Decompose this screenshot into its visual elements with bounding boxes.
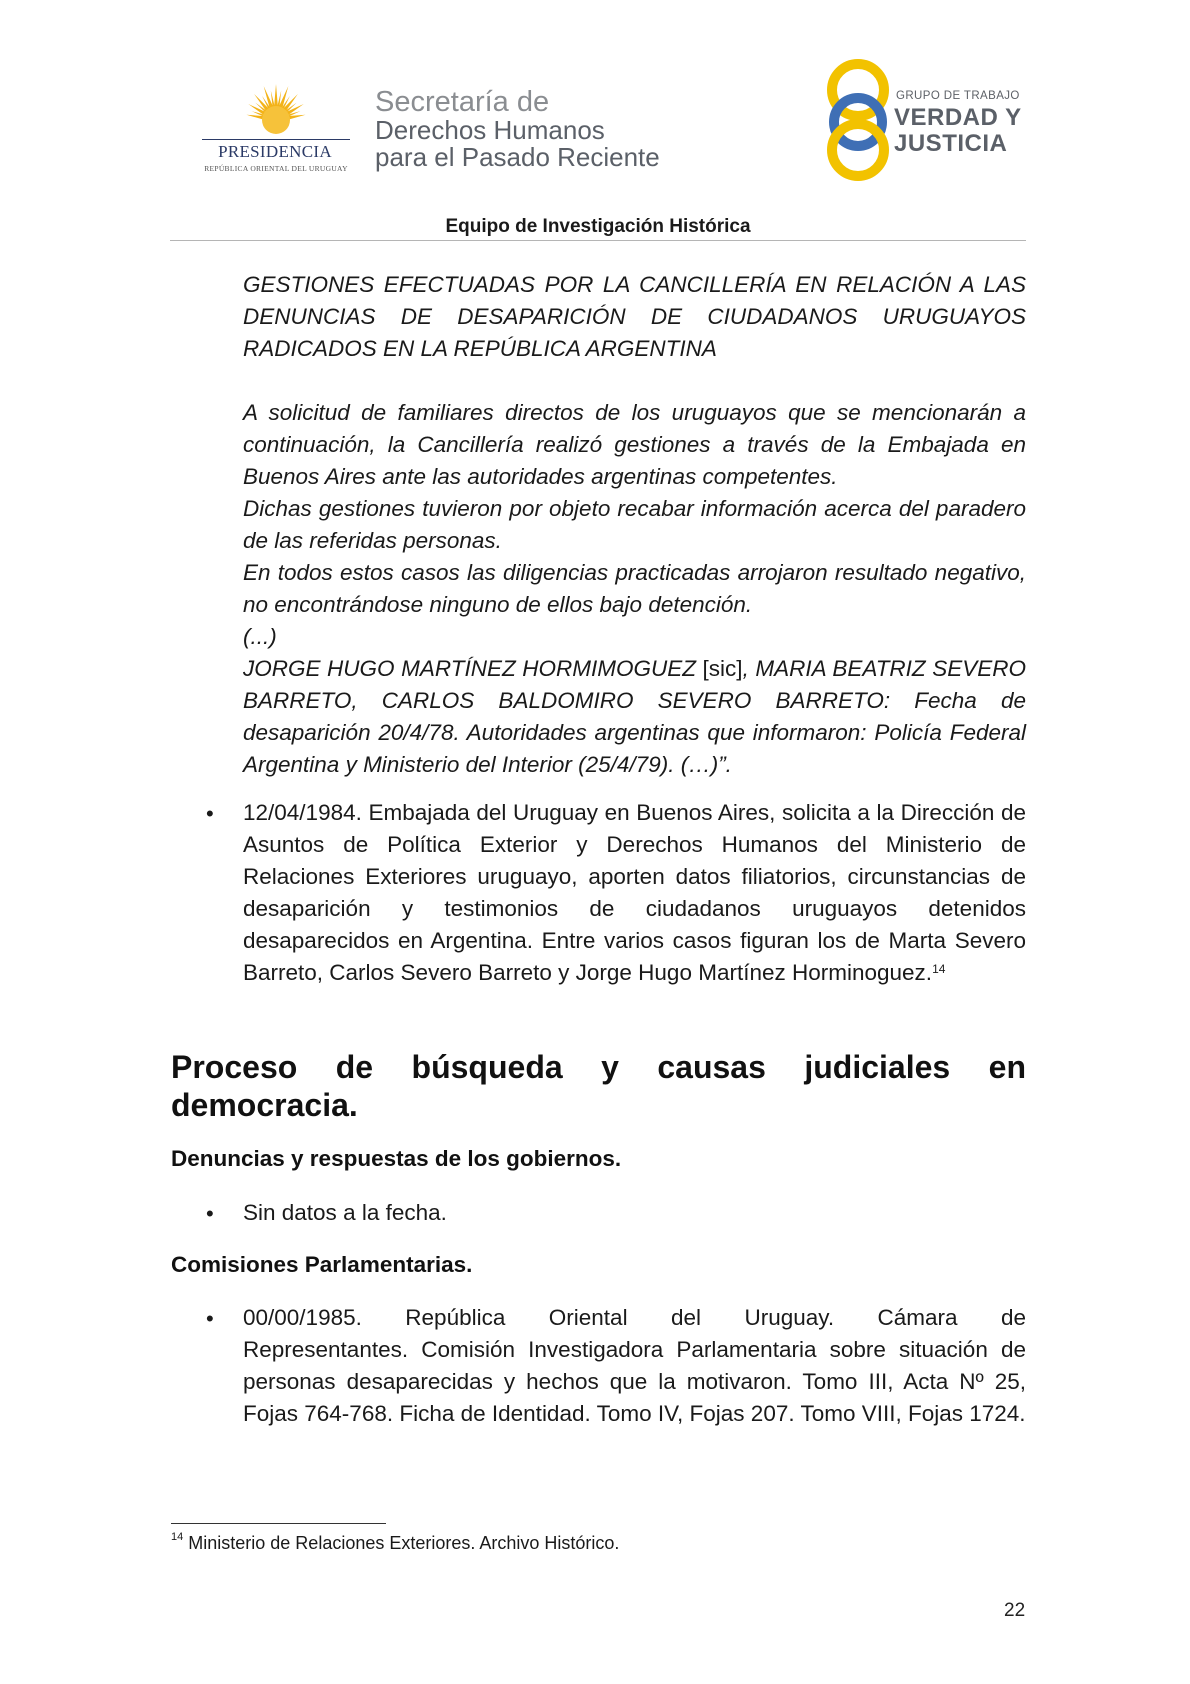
footnote-ref: 14 [932,962,946,976]
bullet-item-comision-rest: Representantes. Comisión Investigadora Parlamentaria sobre situación de personas desaparecidas y hechos que la motivaron. Tomo III, Acta Nº 25, Fojas 764-768. Ficha de Identidad. Tomo IV, Fojas 207. Tomo VIII, Fojas 1724. [243,1337,1026,1426]
quote-title: GESTIONES EFECTUADAS POR LA CANCILLERÍA EN RELACIÓN A LAS DENUNCIAS DE DESAPARICIÓN DE CIUDADANOS URUGUAYOS RADICADOS EN LA REPÚBLICA ARGENTINA [243,272,1026,361]
secretaria-logo [375,88,660,171]
rings-emblem-icon [826,56,896,182]
grupo-small-text: GRUPO DE TRABAJO [896,90,1020,102]
bullet-marker: • [206,1306,214,1331]
quote-paragraph-3: En todos estos casos las diligencias practicadas arrojaron resultado negativo, no encontrándose ninguno de ellos bajo detención. [243,560,1026,617]
section-heading-line1: Proceso de búsqueda y causas judiciales en [171,1049,1026,1085]
bullet-marker: • [206,1201,214,1226]
team-title: Equipo de Investigación Histórica [445,216,751,237]
quote-block [243,269,1026,781]
bullet-item-comision-line1: 00/00/1985. República Oriental del Uruguay. Cámara de [243,1305,1026,1330]
bullet-item-embajada [243,797,1026,989]
verdad-justicia-logo [826,56,1036,182]
footnote-rule [171,1523,386,1524]
quote-names-a: JORGE HUGO MARTÍNEZ HORMIMOGUEZ [243,656,696,681]
quote-names-paragraph [243,653,1026,781]
quote-ellipsis: (...) [243,624,277,649]
subsection-heading-denuncias: Denuncias y respuestas de los gobiernos. [171,1146,622,1171]
subsection-heading-comisiones: Comisiones Parlamentarias. [171,1252,473,1277]
presidencia-name: PRESIDENCIA [218,142,332,161]
footnote [171,1533,619,1554]
page-number: 22 [1004,1600,1026,1621]
secretaria-line3: para el Pasado Reciente [375,142,660,172]
section-heading-line2: democracia. [171,1087,358,1123]
quote-paragraph-2: Dichas gestiones tuvieron por objeto recabar información acerca del paradero de las referidas personas. [243,496,1026,553]
presidencia-rule [202,139,350,140]
bullet-item-comision [243,1302,1026,1430]
header-rule [170,240,1026,241]
quote-sic: [sic] [696,656,743,681]
quote-spacer [243,365,1026,397]
section-heading [171,1048,1026,1124]
grupo-justicia-text: JUSTICIA [894,130,1008,157]
grupo-verdad-text: VERDAD Y [894,104,1022,131]
footnote-text: Ministerio de Relaciones Exteriores. Archivo Histórico. [188,1533,620,1553]
bullet-marker: • [206,801,214,826]
footnote-number: 14 [171,1531,184,1543]
sun-emblem-icon [196,80,356,140]
presidencia-subtitle: REPÚBLICA ORIENTAL DEL URUGUAY [204,164,348,173]
bullet-item-sin-datos: Sin datos a la fecha. [243,1200,447,1225]
quote-names-b: , MARIA BEATRIZ SEVERO BARRETO, CARLOS BALDOMIRO SEVERO BARRETO: Fecha de desaparición 20/4/78. Autoridades argentinas que informaron: Policía Federal Argentina y Ministerio del Interior (25/4/79). (…)”. [243,656,1027,777]
secretaria-line1: Secretaría de [375,86,550,118]
quote-paragraph-1: A solicitud de familiares directos de los uruguayos que se mencionarán a continuación, la Cancillería realizó gestiones a través de la Embajada en Buenos Aires ante las autoridades argentinas competentes. [243,400,1026,489]
secretaria-line2: Derechos Humanos [375,115,605,145]
presidencia-logo [196,80,356,180]
bullet-item-embajada-text: 12/04/1984. Embajada del Uruguay en Buenos Aires, solicita a la Dirección de Asuntos de Política Exterior y Derechos Humanos del Ministerio de Relaciones Exteriores uruguayo, aporten datos filiatorios, circunstancias de desaparición y testimonios de ciudadanos uruguayos detenidos desaparecidos en Argentina. Entre varios casos figuran los de Marta Severo Barreto, Carlos Severo Barreto y Jorge Hugo Martínez Horminoguez. [243,800,1026,985]
